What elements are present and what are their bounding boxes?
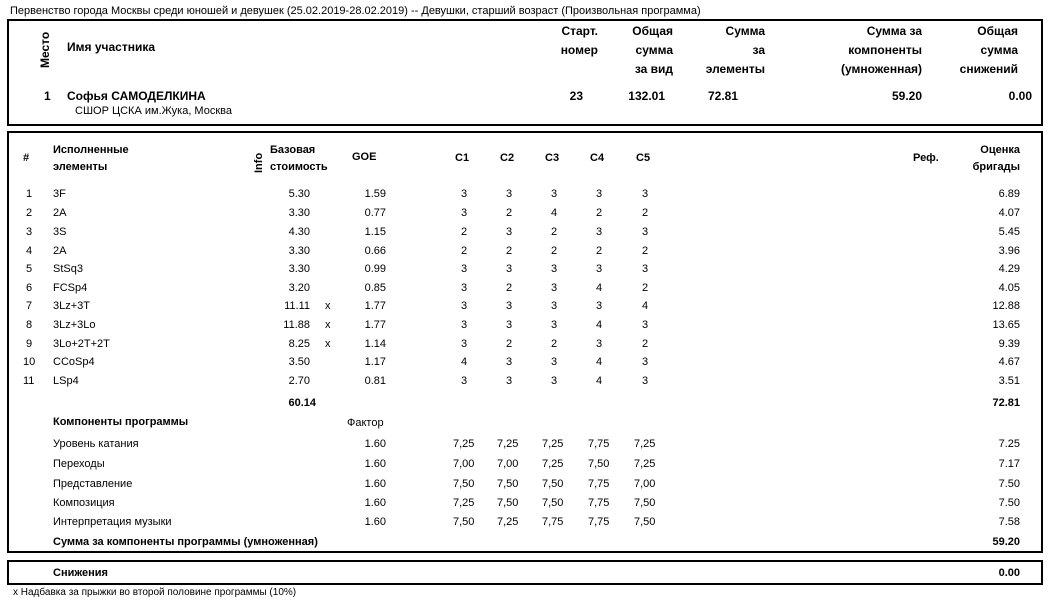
judge-score: 2 <box>551 226 558 238</box>
element-base: 3.30 <box>288 245 310 257</box>
element-base: 2.70 <box>288 375 310 387</box>
judge-score: 7,25 <box>497 516 519 528</box>
element-info: x <box>325 338 331 350</box>
component-row <box>0 458 1053 474</box>
judge-score: 3 <box>596 226 603 238</box>
element-base: 3.30 <box>288 207 310 219</box>
judge-score: 4 <box>551 207 558 219</box>
judge-score: 7,25 <box>634 458 656 470</box>
element-goe: 0.81 <box>364 375 386 387</box>
judge-score: 2 <box>642 207 649 219</box>
element-score: 9.39 <box>998 338 1020 350</box>
name-header: Имя участника <box>67 40 156 54</box>
elements-total-base: 60.14 <box>288 397 316 409</box>
judge-score: 7,50 <box>497 478 519 490</box>
judge-score: 7,50 <box>542 478 564 490</box>
elements-total-score: 72.81 <box>992 397 1020 409</box>
element-base: 11.11 <box>284 300 310 312</box>
element-row <box>0 245 1053 261</box>
judge-score: 4 <box>596 375 603 387</box>
element-goe: 0.85 <box>364 282 386 294</box>
element-row <box>0 226 1053 242</box>
element-num: 7 <box>26 300 33 312</box>
component-row <box>0 516 1053 532</box>
judge-header: C5 <box>636 152 651 164</box>
judge-score: 3 <box>461 282 468 294</box>
pcs-header: Сумма за компоненты (умноженная) <box>841 24 922 76</box>
judge-score: 3 <box>506 226 513 238</box>
judge-score: 2 <box>642 245 649 257</box>
judge-header: C2 <box>500 152 515 164</box>
element-num: 6 <box>26 282 33 294</box>
judge-header: C4 <box>590 152 605 164</box>
element-name: 3Lz+3T <box>53 300 90 312</box>
judge-score: 3 <box>551 188 558 200</box>
judge-score: 3 <box>596 188 603 200</box>
judge-score: 2 <box>506 338 513 350</box>
element-name: 3Lz+3Lo <box>53 319 96 331</box>
element-num: 8 <box>26 319 33 331</box>
panel-header: Оценка бригады <box>972 144 1020 173</box>
judge-score: 7,25 <box>542 458 564 470</box>
judge-score: 3 <box>642 319 649 331</box>
judge-score: 3 <box>461 263 468 275</box>
component-factor: 1.60 <box>364 458 386 470</box>
element-row <box>0 338 1053 354</box>
judge-score: 3 <box>642 375 649 387</box>
judge-score: 3 <box>506 375 513 387</box>
judge-score: 7,50 <box>588 458 610 470</box>
element-goe: 1.77 <box>364 319 386 331</box>
element-name: StSq3 <box>53 263 83 275</box>
judge-score: 4 <box>596 356 603 368</box>
judge-score: 7,25 <box>542 438 564 450</box>
judge-header: C3 <box>545 152 560 164</box>
element-goe: 0.77 <box>364 207 386 219</box>
component-score: 7.17 <box>998 458 1020 470</box>
factor-header: Фактор <box>347 417 384 429</box>
element-num: 3 <box>26 226 33 238</box>
judge-score: 3 <box>461 300 468 312</box>
judge-score: 7,75 <box>588 516 610 528</box>
element-base: 3.30 <box>288 263 310 275</box>
skater-total: 132.01 <box>628 89 665 103</box>
element-row <box>0 207 1053 223</box>
element-score: 6.89 <box>998 188 1020 200</box>
judge-score: 7,50 <box>542 497 564 509</box>
element-num: 10 <box>23 356 36 368</box>
judge-score: 2 <box>596 207 603 219</box>
judge-score: 7,00 <box>497 458 519 470</box>
ded-header: Общая сумма снижений <box>959 24 1018 76</box>
element-score: 3.51 <box>998 375 1020 387</box>
skater-tes: 72.81 <box>707 89 738 103</box>
skater-pcs: 59.20 <box>891 89 922 103</box>
element-num: 9 <box>26 338 33 350</box>
num-header: # <box>23 152 30 164</box>
element-name: LSp4 <box>53 375 79 387</box>
judge-score: 3 <box>642 263 649 275</box>
total-header: Общая сумма за вид <box>632 24 673 76</box>
element-score: 3.96 <box>998 245 1020 257</box>
component-row <box>0 478 1053 494</box>
component-row <box>0 438 1053 454</box>
judge-score: 3 <box>551 356 558 368</box>
judge-score: 7,75 <box>542 516 564 528</box>
judge-score: 3 <box>461 375 468 387</box>
element-num: 2 <box>26 207 33 219</box>
judge-score: 7,25 <box>453 497 475 509</box>
element-row <box>0 300 1053 316</box>
judge-score: 4 <box>596 319 603 331</box>
judge-score: 2 <box>461 226 468 238</box>
judge-score: 4 <box>596 282 603 294</box>
judge-score: 7,50 <box>634 497 656 509</box>
judge-score: 7,75 <box>588 497 610 509</box>
judge-score: 7,50 <box>453 478 475 490</box>
component-score: 7.50 <box>998 497 1020 509</box>
element-base: 11.88 <box>283 319 310 331</box>
element-score: 5.45 <box>998 226 1020 238</box>
judge-score: 3 <box>551 319 558 331</box>
element-name: 3F <box>53 188 66 200</box>
judge-score: 3 <box>596 263 603 275</box>
judge-score: 7,75 <box>588 438 610 450</box>
element-score: 12.88 <box>992 300 1020 312</box>
judge-score: 3 <box>506 263 513 275</box>
base-header: Базовая стоимость <box>270 144 328 173</box>
component-name: Переходы <box>53 458 105 470</box>
element-base: 3.20 <box>288 282 310 294</box>
element-name: 3Lo+2T+2T <box>53 338 110 350</box>
element-goe: 1.17 <box>364 356 386 368</box>
components-total-score: 59.20 <box>992 536 1020 548</box>
element-score: 13.65 <box>992 319 1020 331</box>
component-score: 7.25 <box>998 438 1020 450</box>
element-name: 2A <box>53 207 67 219</box>
judge-score: 3 <box>642 188 649 200</box>
element-goe: 1.77 <box>364 300 386 312</box>
components-title: Компоненты программы <box>53 416 189 428</box>
judge-score: 7,00 <box>453 458 475 470</box>
judge-score: 3 <box>596 300 603 312</box>
element-info: x <box>325 300 331 312</box>
deductions-label: Снижения <box>53 567 108 579</box>
element-score: 4.67 <box>998 356 1020 368</box>
element-num: 1 <box>26 188 33 200</box>
deductions-value: 0.00 <box>998 567 1020 579</box>
element-base: 8.25 <box>288 338 310 350</box>
tes-header: Сумма за элементы <box>705 24 765 76</box>
element-row <box>0 375 1053 391</box>
judge-score: 3 <box>461 188 468 200</box>
judge-score: 2 <box>642 338 649 350</box>
footnote: x Надбавка за прыжки во второй половине программы (10%) <box>13 587 297 598</box>
component-row <box>0 497 1053 513</box>
component-name: Интерпретация музыки <box>53 516 172 528</box>
component-score: 7.50 <box>998 478 1020 490</box>
element-goe: 0.99 <box>364 263 386 275</box>
judge-score: 7,25 <box>634 438 656 450</box>
element-base: 3.50 <box>288 356 310 368</box>
element-num: 11 <box>23 375 35 387</box>
element-info: x <box>325 319 331 331</box>
element-name: CCoSp4 <box>53 356 95 368</box>
goe-header: GOE <box>352 151 377 163</box>
judge-score: 3 <box>551 282 558 294</box>
element-name: 3S <box>53 226 67 238</box>
components-total-label: Сумма за компоненты программы (умноженная) <box>53 536 318 548</box>
element-num: 5 <box>26 263 33 275</box>
judge-score: 2 <box>596 245 603 257</box>
element-goe: 1.14 <box>364 338 386 350</box>
judge-score: 3 <box>596 338 603 350</box>
judge-score: 2 <box>506 282 513 294</box>
component-score: 7.58 <box>998 516 1020 528</box>
judge-header: C1 <box>455 152 470 164</box>
judge-score: 3 <box>506 319 513 331</box>
element-num: 4 <box>26 245 33 257</box>
judge-score: 7,50 <box>634 516 656 528</box>
elements-header: Исполненные элементы <box>53 144 129 173</box>
deductions-box <box>7 560 1043 585</box>
element-name: FCSp4 <box>53 282 88 294</box>
judge-score: 7,00 <box>634 478 656 490</box>
judge-score: 3 <box>506 300 513 312</box>
element-row <box>0 319 1053 335</box>
judge-score: 3 <box>642 226 649 238</box>
start-no-header: Старт. номер <box>560 24 598 57</box>
skater-start-no: 23 <box>569 89 583 103</box>
ref-header: Реф. <box>913 152 939 164</box>
judge-score: 3 <box>551 300 558 312</box>
element-base: 5.30 <box>288 188 310 200</box>
component-factor: 1.60 <box>364 438 386 450</box>
judge-score: 4 <box>461 356 468 368</box>
judge-score: 7,50 <box>453 516 475 528</box>
component-name: Представление <box>53 478 133 490</box>
judge-score: 2 <box>551 338 558 350</box>
judge-score: 3 <box>506 356 513 368</box>
skater-place: 1 <box>44 89 51 103</box>
skater-club: СШОР ЦСКА им.Жука, Москва <box>75 105 232 117</box>
element-score: 4.07 <box>998 207 1020 219</box>
judge-score: 7,25 <box>453 438 475 450</box>
element-goe: 0.66 <box>364 245 386 257</box>
judge-score: 3 <box>506 188 513 200</box>
element-row <box>0 356 1053 372</box>
judge-score: 2 <box>461 245 468 257</box>
element-row <box>0 263 1053 279</box>
event-title: Первенство города Москвы среди юношей и девушек (25.02.2019-28.02.2019) -- Девушки, старший возраст (Произвольная программа) <box>10 5 701 17</box>
judge-score: 7,75 <box>588 478 610 490</box>
skater-name: Софья САМОДЕЛКИНА <box>67 89 206 103</box>
judge-score: 3 <box>461 319 468 331</box>
component-factor: 1.60 <box>364 478 386 490</box>
judge-score: 2 <box>551 245 558 257</box>
judge-score: 3 <box>551 263 558 275</box>
judge-score: 3 <box>551 375 558 387</box>
element-row <box>0 282 1053 298</box>
element-base: 4.30 <box>288 226 310 238</box>
judge-score: 4 <box>642 300 649 312</box>
judge-score: 3 <box>642 356 649 368</box>
component-name: Композиция <box>53 497 115 509</box>
place-header: Место <box>38 31 52 68</box>
component-factor: 1.60 <box>364 516 386 528</box>
judge-score: 7,50 <box>497 497 519 509</box>
element-score: 4.29 <box>998 263 1020 275</box>
judge-score: 2 <box>506 245 513 257</box>
skater-ded: 0.00 <box>1008 89 1032 103</box>
element-row <box>0 188 1053 204</box>
element-name: 2A <box>53 245 67 257</box>
judge-score: 2 <box>506 207 513 219</box>
component-factor: 1.60 <box>364 497 386 509</box>
element-score: 4.05 <box>998 282 1020 294</box>
info-header: Info <box>253 152 265 173</box>
judge-score: 3 <box>461 338 468 350</box>
judge-score: 3 <box>461 207 468 219</box>
element-goe: 1.59 <box>364 188 386 200</box>
component-name: Уровень катания <box>53 438 139 450</box>
judge-score: 7,25 <box>497 438 519 450</box>
element-goe: 1.15 <box>364 226 386 238</box>
judge-score: 2 <box>642 282 649 294</box>
